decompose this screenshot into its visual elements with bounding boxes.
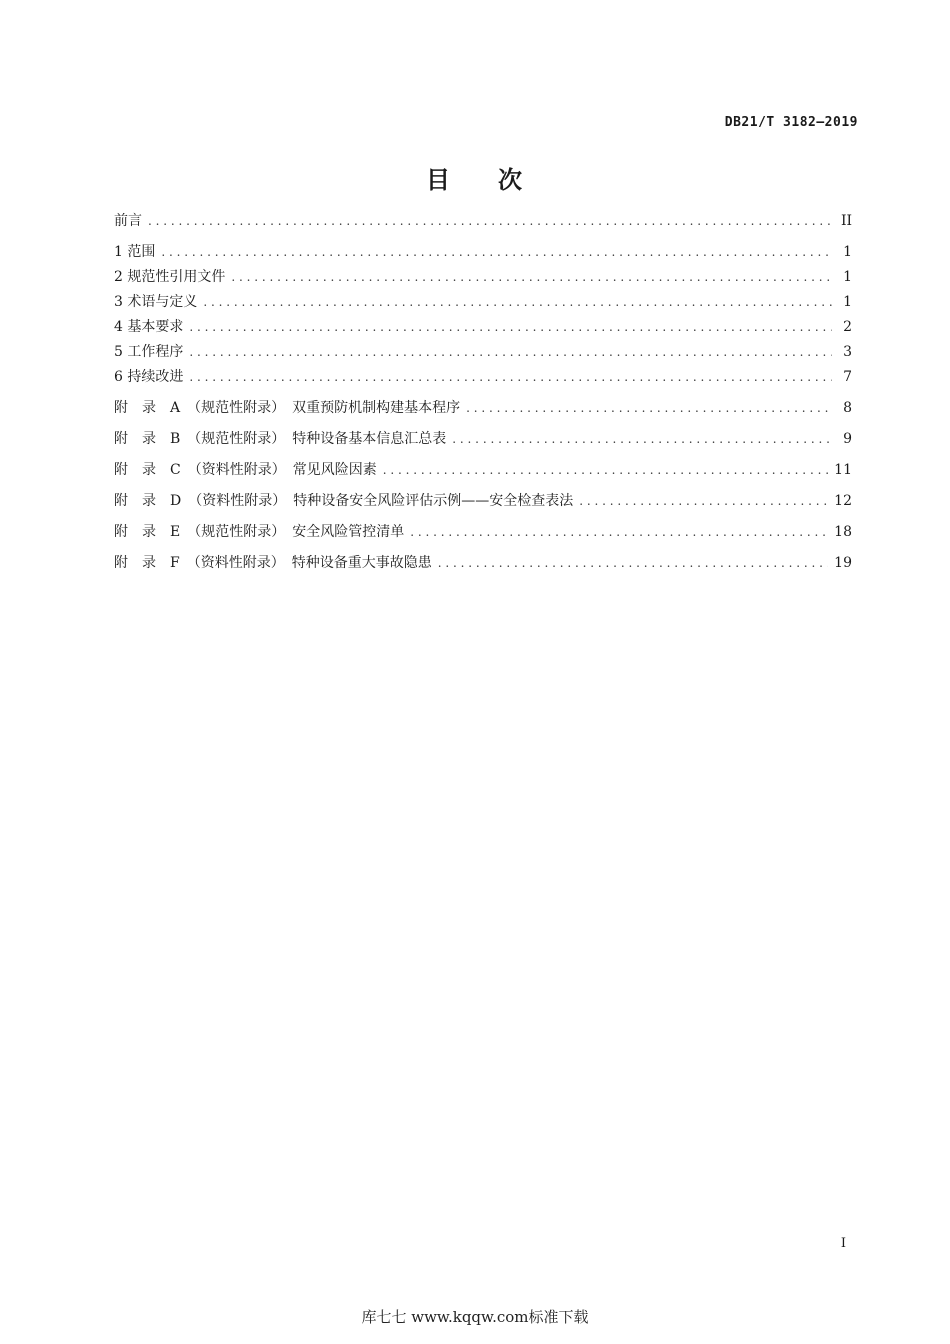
toc-entry-page: 9	[843, 431, 852, 447]
toc-entry-page: 1	[843, 294, 852, 310]
dot-leader	[203, 291, 832, 313]
toc-entry-page: 3	[843, 344, 852, 360]
dot-leader	[383, 459, 828, 481]
toc-entry-page: 19	[834, 555, 852, 571]
toc-entry-label: 附 录 B （规范性附录） 特种设备基本信息汇总表	[114, 431, 447, 447]
dot-leader	[452, 428, 832, 450]
dot-leader	[189, 316, 832, 338]
toc-title-part1: 目	[426, 165, 452, 194]
toc-entry-appendix-f[interactable]	[114, 552, 852, 574]
toc-entry-label: 3 术语与定义	[114, 294, 198, 310]
toc-entry-label: 前言	[114, 213, 142, 229]
dot-leader	[148, 210, 832, 232]
toc-entry-continuous-improvement[interactable]	[114, 366, 852, 388]
toc-entry-page: 1	[843, 244, 852, 260]
toc-entry-page: 8	[843, 400, 852, 416]
toc-title	[0, 160, 950, 195]
dot-leader	[410, 521, 828, 543]
toc-entry-label: 附 录 E （规范性附录） 安全风险管控清单	[114, 524, 405, 540]
document-code: DB21/T 3182—2019	[724, 115, 858, 130]
page-number: I	[840, 1236, 846, 1251]
toc-entry-label: 4 基本要求	[114, 319, 184, 335]
toc-entry-page: 12	[834, 493, 852, 509]
toc-entry-page: II	[840, 213, 852, 229]
toc-entry-appendix-d[interactable]	[114, 490, 852, 512]
toc-entry-appendix-e[interactable]	[114, 521, 852, 543]
toc-entry-appendix-b[interactable]	[114, 428, 852, 450]
dot-leader	[231, 266, 832, 288]
toc-entry-work-procedure[interactable]	[114, 341, 852, 363]
dot-leader	[579, 490, 828, 512]
toc-entry-page: 1	[843, 269, 852, 285]
toc-entry-label: 附 录 C （资料性附录） 常见风险因素	[114, 462, 377, 478]
toc-entry-label: 6 持续改进	[114, 369, 184, 385]
toc-entry-label: 2 规范性引用文件	[114, 269, 226, 285]
toc-entry-page: 2	[843, 319, 852, 335]
toc-entry-basic-requirements[interactable]	[114, 316, 852, 338]
toc-entry-appendix-a[interactable]	[114, 397, 852, 419]
toc-entry-page: 18	[834, 524, 852, 540]
toc-entry-normative-references[interactable]	[114, 266, 852, 288]
toc-entry-label: 1 范围	[114, 244, 156, 260]
toc-entry-foreword[interactable]	[114, 210, 852, 232]
dot-leader	[438, 552, 828, 574]
dot-leader	[189, 366, 832, 388]
toc-entry-page: 7	[843, 369, 852, 385]
toc-entry-appendix-c[interactable]	[114, 459, 852, 481]
footer-watermark: 库七七 www.kqqw.com标准下载	[361, 1308, 589, 1326]
dot-leader	[189, 341, 832, 363]
toc-entry-label: 5 工作程序	[114, 344, 184, 360]
dot-leader	[161, 241, 832, 263]
dot-leader	[466, 397, 832, 419]
toc-entry-label: 附 录 A （规范性附录） 双重预防机制构建基本程序	[114, 400, 461, 416]
toc-entry-label: 附 录 F （资料性附录） 特种设备重大事故隐患	[114, 555, 432, 571]
toc-entry-label: 附 录 D （资料性附录） 特种设备安全风险评估示例——安全检查表法	[114, 493, 574, 509]
toc-entry-terms[interactable]	[114, 291, 852, 313]
toc-entry-page: 11	[834, 462, 852, 478]
toc-title-part2: 次	[498, 165, 524, 194]
toc-entry-scope[interactable]	[114, 241, 852, 263]
